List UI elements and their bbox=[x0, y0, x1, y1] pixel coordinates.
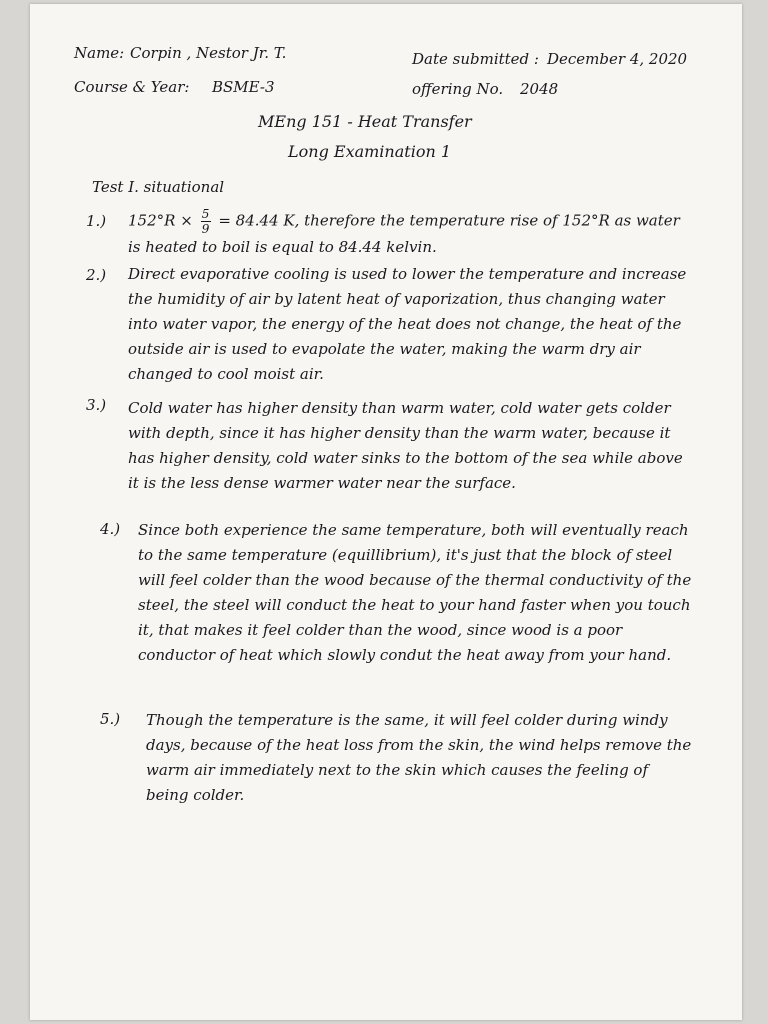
answer-1-formula-post: = 84.44 K, bbox=[218, 211, 300, 230]
fraction-denominator: 9 bbox=[201, 222, 210, 236]
answer-3-text: Cold water has higher density than warm water, cold water gets colder with depth, since it has higher density than the warm water, because it has higher density, cold water sinks to the bottom of the sea while above it is the less dense warmer water near the surface. bbox=[128, 399, 683, 492]
date-value: December 4, 2020 bbox=[547, 50, 688, 68]
exam-answer-sheet bbox=[30, 4, 742, 1020]
course-title: MEng 151 - Heat Transfer bbox=[258, 112, 472, 131]
course-value: BSME-3 bbox=[212, 78, 275, 96]
offering-label: offering No. bbox=[412, 80, 504, 98]
exam-title: Long Examination 1 bbox=[288, 142, 452, 161]
name-value: Corpin , Nestor Jr. T. bbox=[130, 44, 287, 62]
answer-3-number: 3.) bbox=[86, 396, 107, 414]
answer-1-formula-pre: 152°R × bbox=[128, 211, 193, 230]
answer-4-text: Since both experience the same temperature, both will eventually reach to the same temperature (equillibrium), it's just that the block of steel will feel colder than the wood because of the thermal conductivity of the steel, the steel will conduct the heat to your hand faster when you touch it, that makes it feel colder than the wood, since wood is a poor conductor of heat which slowly condut the heat away from your hand. bbox=[138, 521, 692, 664]
answer-2-number: 2.) bbox=[86, 266, 107, 284]
fraction-5-9 bbox=[201, 208, 211, 235]
answer-5-number: 5.) bbox=[100, 710, 121, 728]
fraction-numerator: 5 bbox=[201, 207, 210, 221]
date-label: Date submitted : bbox=[412, 50, 539, 68]
answer-2-text: Direct evaporative cooling is used to lower the temperature and increase the humidity of air by latent heat of vaporization, thus changing water into water vapor, the energy of the heat does not change, the heat of the outside air is used to evapolate the water, making the warm dry air changed to cool moist air. bbox=[128, 265, 687, 383]
offering-value: 2048 bbox=[520, 80, 559, 98]
test-heading: Test I. situational bbox=[92, 178, 225, 196]
course-label: Course & Year: bbox=[74, 78, 190, 96]
answer-4-number: 4.) bbox=[100, 520, 121, 538]
answer-1-text: therefore the temperature rise of 152°R as water is heated to boil is equal to 84.44 kelvin. bbox=[128, 211, 680, 256]
answer-5-text: Though the temperature is the same, it will feel colder during windy days, because of the heat loss from the skin, the wind helps remove the warm air immediately next to the skin which causes the feeling of being colder. bbox=[146, 711, 692, 804]
answer-1-number: 1.) bbox=[86, 212, 107, 230]
name-label: Name: bbox=[74, 44, 125, 62]
answer-1 bbox=[128, 208, 688, 260]
